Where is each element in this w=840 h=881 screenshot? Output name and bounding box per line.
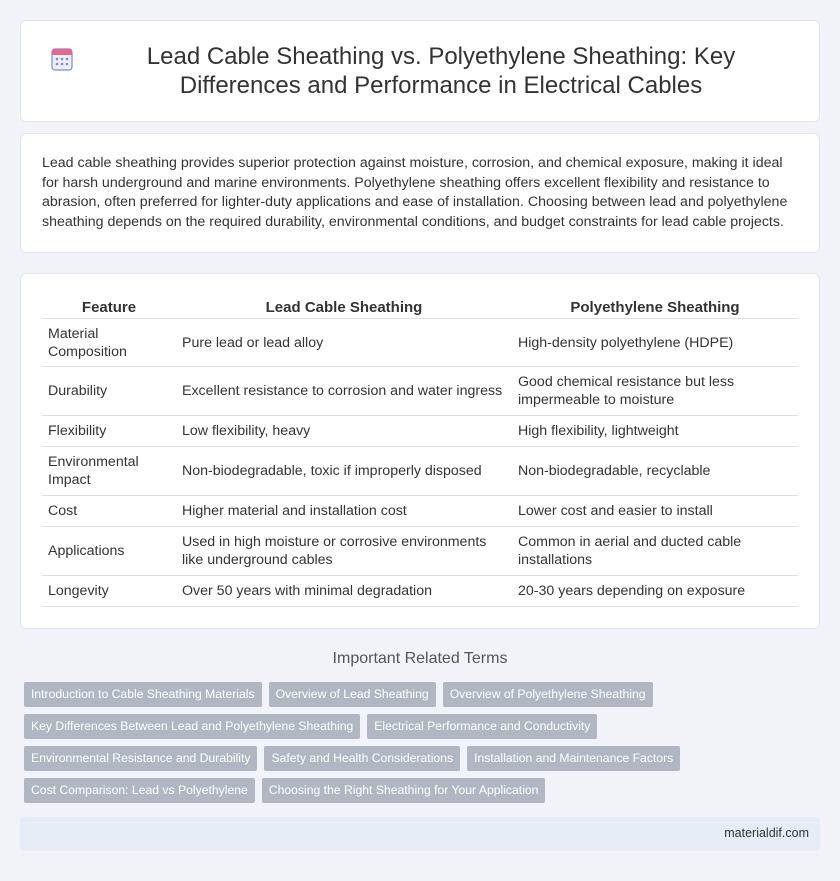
comparison-table xyxy=(42,296,798,607)
table-cell-lead: Non-biodegradable, toxic if improperly disposed xyxy=(176,447,512,496)
table-cell-feature: Durability xyxy=(42,367,176,416)
intro-card xyxy=(20,133,820,253)
table-cell-lead: Used in high moisture or corrosive environments like underground cables xyxy=(176,527,512,576)
related-term-tag[interactable]: Safety and Health Considerations xyxy=(264,746,460,771)
table-row xyxy=(42,527,798,576)
related-term-tag[interactable]: Key Differences Between Lead and Polyethylene Sheathing xyxy=(24,714,360,739)
comparison-card xyxy=(20,273,820,629)
table-cell-feature: Material Composition xyxy=(42,319,176,367)
table-cell-feature: Environmental Impact xyxy=(42,447,176,496)
footer-site-link[interactable]: materialdif.com xyxy=(724,826,809,840)
table-cell-feature: Flexibility xyxy=(42,416,176,447)
related-terms-list xyxy=(24,682,704,810)
title-card xyxy=(20,20,820,122)
related-term-tag[interactable]: Introduction to Cable Sheathing Materials xyxy=(24,682,262,707)
table-cell-lead: Pure lead or lead alloy xyxy=(176,319,512,367)
related-term-tag[interactable]: Overview of Polyethylene Sheathing xyxy=(443,682,653,707)
table-header-row xyxy=(42,296,798,319)
table-cell-feature: Cost xyxy=(42,496,176,527)
table-cell-lead: Higher material and installation cost xyxy=(176,496,512,527)
table-cell-lead: Excellent resistance to corrosion and water ingress xyxy=(176,367,512,416)
related-term-tag[interactable]: Cost Comparison: Lead vs Polyethylene xyxy=(24,778,255,803)
table-cell-polyethylene: Non-biodegradable, recyclable xyxy=(512,447,798,496)
table-row xyxy=(42,576,798,607)
table-cell-polyethylene: Good chemical resistance but less impermeable to moisture xyxy=(512,367,798,416)
table-cell-polyethylene: 20-30 years depending on exposure xyxy=(512,576,798,607)
related-terms-heading: Important Related Terms xyxy=(332,650,508,667)
table-row xyxy=(42,367,798,416)
related-term-tag[interactable]: Choosing the Right Sheathing for Your Application xyxy=(262,778,546,803)
column-header-polyethylene: Polyethylene Sheathing xyxy=(512,296,798,319)
table-cell-polyethylene: High flexibility, lightweight xyxy=(512,416,798,447)
footer xyxy=(20,817,820,851)
table-row xyxy=(42,416,798,447)
column-header-feature: Feature xyxy=(42,296,176,319)
table-cell-feature: Longevity xyxy=(42,576,176,607)
table-row xyxy=(42,447,798,496)
intro-paragraph: Lead cable sheathing provides superior protection against moisture, corrosion, and chemical exposure, making it ideal for harsh underground and marine environments. Polyethylene sheathing offers excellent flexibility and resistance to abrasion, often preferred for lighter-duty applications and ease of installation. Choosing between lead and polyethylene sheathing depends on the required durability, environmental conditions, and budget constraints for lead cable projects. xyxy=(42,155,788,230)
related-term-tag[interactable]: Electrical Performance and Conductivity xyxy=(367,714,597,739)
table-cell-polyethylene: Common in aerial and ducted cable installations xyxy=(512,527,798,576)
table-cell-polyethylene: Lower cost and easier to install xyxy=(512,496,798,527)
column-header-lead: Lead Cable Sheathing xyxy=(176,296,512,319)
related-term-tag[interactable]: Environmental Resistance and Durability xyxy=(24,746,257,771)
table-cell-lead: Low flexibility, heavy xyxy=(176,416,512,447)
table-cell-lead: Over 50 years with minimal degradation xyxy=(176,576,512,607)
related-term-tag[interactable]: Installation and Maintenance Factors xyxy=(467,746,680,771)
table-cell-polyethylene: High-density polyethylene (HDPE) xyxy=(512,319,798,367)
table-row xyxy=(42,496,798,527)
table-cell-feature: Applications xyxy=(42,527,176,576)
table-row xyxy=(42,319,798,367)
page-title: Lead Cable Sheathing vs. Polyethylene Sheathing: Key Differences and Performance in Electrical Cables xyxy=(146,43,736,99)
related-term-tag[interactable]: Overview of Lead Sheathing xyxy=(269,682,436,707)
